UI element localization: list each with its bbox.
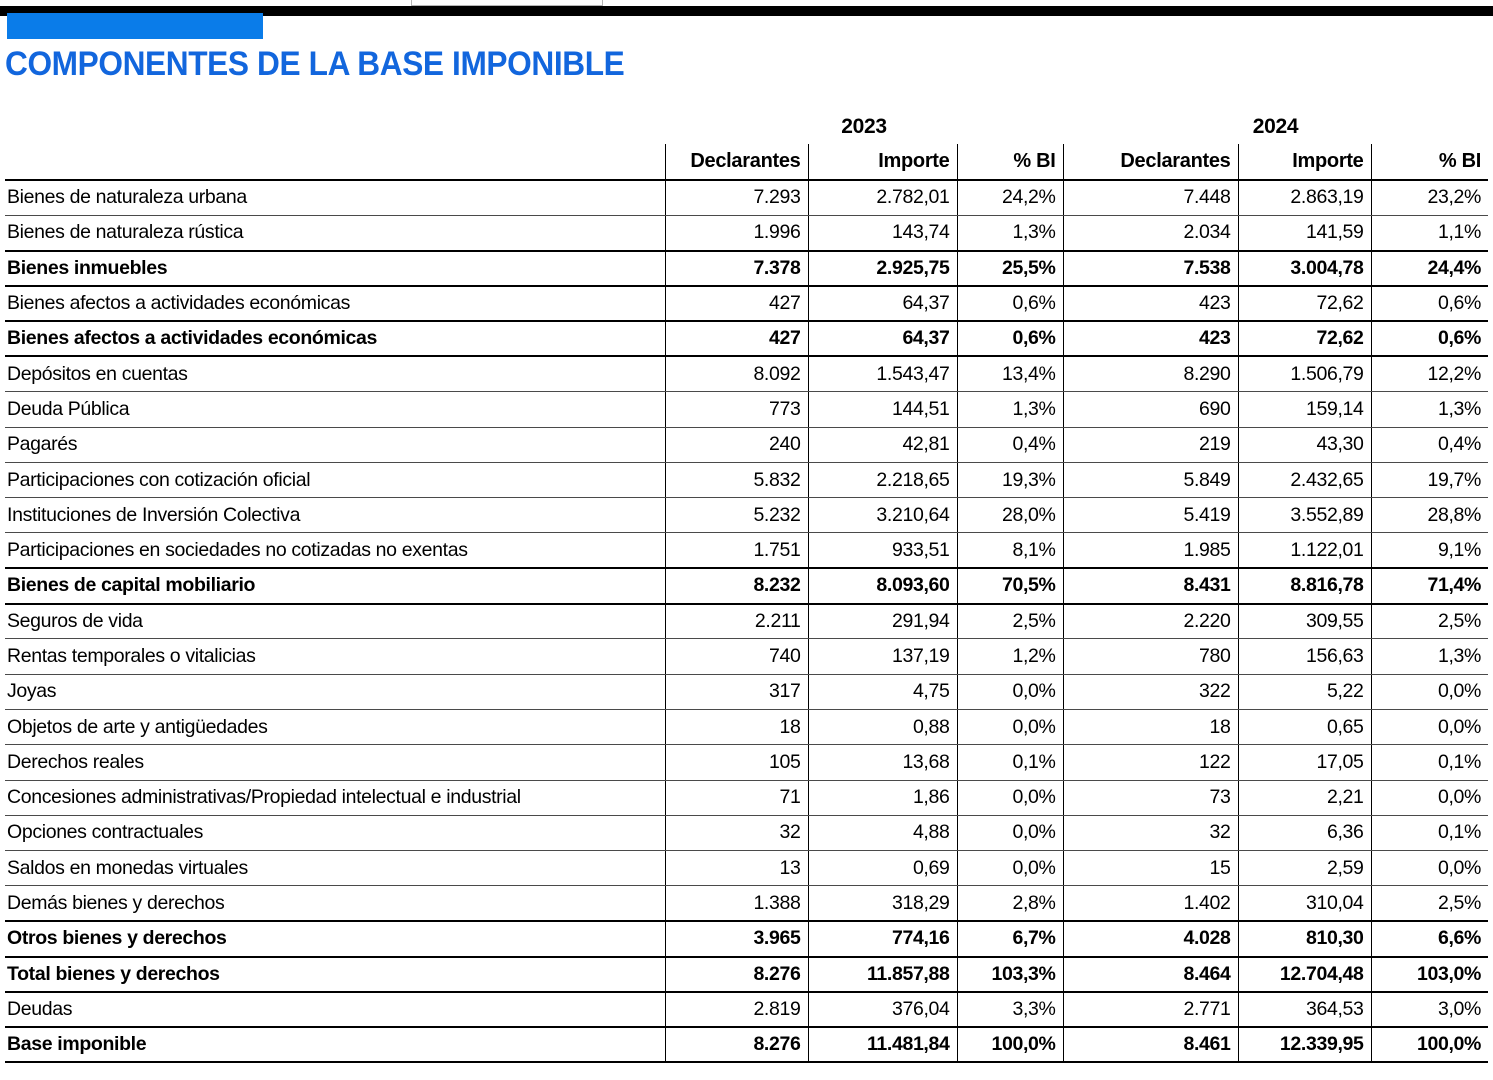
cell-declarantes-2024: 690 xyxy=(1063,392,1238,427)
cell-bi-2023: 24,2% xyxy=(957,180,1063,215)
cell-declarantes-2024: 8.461 xyxy=(1063,1027,1238,1062)
cell-importe-2024: 5,22 xyxy=(1238,674,1371,709)
cell-bi-2023: 3,3% xyxy=(957,992,1063,1027)
cell-importe-2024: 17,05 xyxy=(1238,745,1371,780)
cell-bi-2024: 0,0% xyxy=(1371,709,1488,744)
cell-declarantes-2023: 427 xyxy=(665,321,808,356)
cell-bi-2023: 0,0% xyxy=(957,674,1063,709)
cell-importe-2024: 72,62 xyxy=(1238,321,1371,356)
cell-importe-2024: 43,30 xyxy=(1238,427,1371,462)
year-group-2023: 2023 xyxy=(841,115,887,138)
cell-bi-2024: 0,0% xyxy=(1371,674,1488,709)
table-row xyxy=(5,498,1488,533)
cell-importe-2023: 3.210,64 xyxy=(808,498,957,533)
year-header-spacer xyxy=(5,110,665,144)
cell-bi-2024: 6,6% xyxy=(1371,921,1488,956)
cell-importe-2023: 376,04 xyxy=(808,992,957,1027)
cell-declarantes-2024: 8.431 xyxy=(1063,568,1238,603)
table-row xyxy=(5,851,1488,886)
row-label: Otros bienes y derechos xyxy=(5,921,665,956)
cell-declarantes-2023: 105 xyxy=(665,745,808,780)
cell-bi-2024: 0,6% xyxy=(1371,286,1488,321)
cell-bi-2023: 70,5% xyxy=(957,568,1063,603)
cell-importe-2024: 310,04 xyxy=(1238,886,1371,921)
table-container xyxy=(5,110,1488,1063)
cell-importe-2023: 1,86 xyxy=(808,780,957,815)
row-label: Joyas xyxy=(5,674,665,709)
cell-importe-2024: 141,59 xyxy=(1238,215,1371,250)
row-label: Base imponible xyxy=(5,1027,665,1062)
cell-bi-2024: 103,0% xyxy=(1371,957,1488,992)
cell-declarantes-2024: 2.220 xyxy=(1063,604,1238,639)
table-row xyxy=(5,286,1488,321)
cell-importe-2024: 3.552,89 xyxy=(1238,498,1371,533)
cell-bi-2024: 100,0% xyxy=(1371,1027,1488,1062)
cell-importe-2023: 8.093,60 xyxy=(808,568,957,603)
cell-importe-2023: 143,74 xyxy=(808,215,957,250)
blue-accent-bar xyxy=(7,13,263,39)
cell-declarantes-2024: 219 xyxy=(1063,427,1238,462)
cell-importe-2024: 0,65 xyxy=(1238,709,1371,744)
cell-declarantes-2024: 322 xyxy=(1063,674,1238,709)
cell-importe-2024: 156,63 xyxy=(1238,639,1371,674)
year-group-header-row xyxy=(5,110,1488,144)
cell-declarantes-2024: 2.771 xyxy=(1063,992,1238,1027)
cell-bi-2023: 0,0% xyxy=(957,851,1063,886)
col-header-importe-2023: Importe xyxy=(808,144,957,180)
cell-declarantes-2024: 15 xyxy=(1063,851,1238,886)
cell-importe-2024: 2,59 xyxy=(1238,851,1371,886)
cell-bi-2023: 13,4% xyxy=(957,356,1063,391)
row-label: Bienes de capital mobiliario xyxy=(5,568,665,603)
cell-declarantes-2023: 2.819 xyxy=(665,992,808,1027)
cell-declarantes-2024: 5.419 xyxy=(1063,498,1238,533)
row-label: Participaciones en sociedades no cotizadas no exentas xyxy=(5,533,665,568)
row-label: Deudas xyxy=(5,992,665,1027)
cell-declarantes-2023: 2.211 xyxy=(665,604,808,639)
row-label: Derechos reales xyxy=(5,745,665,780)
row-label: Depósitos en cuentas xyxy=(5,356,665,391)
table-row xyxy=(5,780,1488,815)
row-label: Rentas temporales o vitalicias xyxy=(5,639,665,674)
cell-importe-2023: 64,37 xyxy=(808,321,957,356)
cell-bi-2023: 103,3% xyxy=(957,957,1063,992)
cell-importe-2023: 13,68 xyxy=(808,745,957,780)
cell-importe-2023: 774,16 xyxy=(808,921,957,956)
col-header-declarantes-2024: Declarantes xyxy=(1063,144,1238,180)
cell-declarantes-2024: 780 xyxy=(1063,639,1238,674)
cell-declarantes-2024: 8.290 xyxy=(1063,356,1238,391)
cell-importe-2023: 137,19 xyxy=(808,639,957,674)
cell-bi-2024: 28,8% xyxy=(1371,498,1488,533)
cell-declarantes-2023: 740 xyxy=(665,639,808,674)
cell-bi-2023: 100,0% xyxy=(957,1027,1063,1062)
cell-bi-2023: 0,0% xyxy=(957,815,1063,850)
cell-importe-2023: 2.218,65 xyxy=(808,462,957,497)
cell-declarantes-2024: 32 xyxy=(1063,815,1238,850)
cell-bi-2024: 0,1% xyxy=(1371,745,1488,780)
cell-declarantes-2023: 71 xyxy=(665,780,808,815)
cell-bi-2024: 71,4% xyxy=(1371,568,1488,603)
cell-importe-2024: 2.432,65 xyxy=(1238,462,1371,497)
cell-declarantes-2023: 3.965 xyxy=(665,921,808,956)
cell-declarantes-2023: 7.378 xyxy=(665,251,808,286)
cell-bi-2024: 0,0% xyxy=(1371,851,1488,886)
table-row xyxy=(5,674,1488,709)
cell-bi-2024: 3,0% xyxy=(1371,992,1488,1027)
cell-importe-2023: 4,88 xyxy=(808,815,957,850)
cell-bi-2024: 12,2% xyxy=(1371,356,1488,391)
cell-importe-2024: 159,14 xyxy=(1238,392,1371,427)
cell-declarantes-2024: 423 xyxy=(1063,321,1238,356)
cell-declarantes-2024: 423 xyxy=(1063,286,1238,321)
table-row xyxy=(5,392,1488,427)
cell-bi-2023: 25,5% xyxy=(957,251,1063,286)
row-label: Objetos de arte y antigüedades xyxy=(5,709,665,744)
cell-importe-2023: 144,51 xyxy=(808,392,957,427)
cell-bi-2023: 28,0% xyxy=(957,498,1063,533)
row-label: Opciones contractuales xyxy=(5,815,665,850)
cell-bi-2024: 2,5% xyxy=(1371,886,1488,921)
cell-declarantes-2024: 1.402 xyxy=(1063,886,1238,921)
year-group-2024: 2024 xyxy=(1252,115,1299,138)
cell-declarantes-2023: 5.232 xyxy=(665,498,808,533)
cell-importe-2023: 4,75 xyxy=(808,674,957,709)
table-row xyxy=(5,533,1488,568)
table-row xyxy=(5,427,1488,462)
row-label: Concesiones administrativas/Propiedad intelectual e industrial xyxy=(5,780,665,815)
cell-declarantes-2023: 5.832 xyxy=(665,462,808,497)
row-label: Saldos en monedas virtuales xyxy=(5,851,665,886)
row-label: Participaciones con cotización oficial xyxy=(5,462,665,497)
cell-importe-2024: 309,55 xyxy=(1238,604,1371,639)
cell-importe-2023: 0,69 xyxy=(808,851,957,886)
cell-declarantes-2023: 773 xyxy=(665,392,808,427)
cell-importe-2024: 6,36 xyxy=(1238,815,1371,850)
cell-importe-2023: 64,37 xyxy=(808,286,957,321)
cell-importe-2024: 2,21 xyxy=(1238,780,1371,815)
cell-declarantes-2024: 18 xyxy=(1063,709,1238,744)
cell-declarantes-2024: 2.034 xyxy=(1063,215,1238,250)
cell-declarantes-2024: 122 xyxy=(1063,745,1238,780)
table-row xyxy=(5,568,1488,603)
cell-importe-2024: 810,30 xyxy=(1238,921,1371,956)
cell-bi-2023: 6,7% xyxy=(957,921,1063,956)
cell-declarantes-2023: 32 xyxy=(665,815,808,850)
table-row xyxy=(5,462,1488,497)
cell-importe-2024: 12.339,95 xyxy=(1238,1027,1371,1062)
cell-bi-2023: 2,5% xyxy=(957,604,1063,639)
row-label: Total bienes y derechos xyxy=(5,957,665,992)
table-row xyxy=(5,992,1488,1027)
cell-declarantes-2023: 240 xyxy=(665,427,808,462)
cell-bi-2024: 0,0% xyxy=(1371,780,1488,815)
table-row xyxy=(5,886,1488,921)
cell-declarantes-2023: 8.276 xyxy=(665,1027,808,1062)
col-header-pctbi-2023: % BI xyxy=(957,144,1063,180)
cell-importe-2023: 42,81 xyxy=(808,427,957,462)
table-head xyxy=(5,110,1488,180)
cell-declarantes-2023: 7.293 xyxy=(665,180,808,215)
row-label: Deuda Pública xyxy=(5,392,665,427)
cell-declarantes-2024: 8.464 xyxy=(1063,957,1238,992)
cell-bi-2023: 0,0% xyxy=(957,780,1063,815)
cell-bi-2023: 0,6% xyxy=(957,286,1063,321)
cell-importe-2024: 364,53 xyxy=(1238,992,1371,1027)
row-label: Bienes de naturaleza urbana xyxy=(5,180,665,215)
components-table xyxy=(5,110,1488,1063)
cell-importe-2023: 0,88 xyxy=(808,709,957,744)
cell-bi-2023: 2,8% xyxy=(957,886,1063,921)
cell-declarantes-2023: 317 xyxy=(665,674,808,709)
cell-bi-2023: 0,1% xyxy=(957,745,1063,780)
row-label: Pagarés xyxy=(5,427,665,462)
row-label: Bienes inmuebles xyxy=(5,251,665,286)
table-row xyxy=(5,639,1488,674)
table-row xyxy=(5,321,1488,356)
cell-declarantes-2023: 1.996 xyxy=(665,215,808,250)
cell-importe-2024: 12.704,48 xyxy=(1238,957,1371,992)
cell-bi-2023: 0,4% xyxy=(957,427,1063,462)
cell-bi-2024: 0,6% xyxy=(1371,321,1488,356)
cell-importe-2023: 11.481,84 xyxy=(808,1027,957,1062)
cell-bi-2024: 0,1% xyxy=(1371,815,1488,850)
cell-declarantes-2023: 8.232 xyxy=(665,568,808,603)
cell-importe-2024: 72,62 xyxy=(1238,286,1371,321)
cell-bi-2024: 23,2% xyxy=(1371,180,1488,215)
col-header-concept xyxy=(5,144,665,180)
cell-importe-2024: 3.004,78 xyxy=(1238,251,1371,286)
cell-importe-2023: 2.925,75 xyxy=(808,251,957,286)
cell-declarantes-2024: 4.028 xyxy=(1063,921,1238,956)
cell-importe-2023: 1.543,47 xyxy=(808,356,957,391)
row-label: Bienes afectos a actividades económicas xyxy=(5,321,665,356)
row-label: Instituciones de Inversión Colectiva xyxy=(5,498,665,533)
cell-bi-2023: 1,3% xyxy=(957,392,1063,427)
table-row xyxy=(5,1027,1488,1062)
table-row xyxy=(5,356,1488,391)
table-row xyxy=(5,921,1488,956)
table-row xyxy=(5,604,1488,639)
cell-bi-2023: 1,3% xyxy=(957,215,1063,250)
col-header-pctbi-2024: % BI xyxy=(1371,144,1488,180)
cell-bi-2023: 1,2% xyxy=(957,639,1063,674)
cell-declarantes-2024: 1.985 xyxy=(1063,533,1238,568)
table-body xyxy=(5,180,1488,1062)
table-row xyxy=(5,745,1488,780)
cell-declarantes-2024: 7.538 xyxy=(1063,251,1238,286)
cell-declarantes-2024: 73 xyxy=(1063,780,1238,815)
cell-bi-2024: 24,4% xyxy=(1371,251,1488,286)
cell-importe-2024: 8.816,78 xyxy=(1238,568,1371,603)
col-header-importe-2024: Importe xyxy=(1238,144,1371,180)
page-title: COMPONENTES DE LA BASE IMPONIBLE xyxy=(5,45,625,83)
cell-importe-2023: 933,51 xyxy=(808,533,957,568)
col-header-declarantes-2023: Declarantes xyxy=(665,144,808,180)
cell-declarantes-2023: 1.751 xyxy=(665,533,808,568)
cell-declarantes-2023: 18 xyxy=(665,709,808,744)
cell-importe-2023: 291,94 xyxy=(808,604,957,639)
cell-bi-2024: 2,5% xyxy=(1371,604,1488,639)
cell-importe-2024: 1.122,01 xyxy=(1238,533,1371,568)
cell-declarantes-2023: 8.092 xyxy=(665,356,808,391)
cell-bi-2024: 1,3% xyxy=(1371,392,1488,427)
cell-importe-2023: 11.857,88 xyxy=(808,957,957,992)
cell-importe-2023: 2.782,01 xyxy=(808,180,957,215)
cell-bi-2023: 19,3% xyxy=(957,462,1063,497)
cell-bi-2024: 1,3% xyxy=(1371,639,1488,674)
cell-bi-2023: 0,0% xyxy=(957,709,1063,744)
cell-declarantes-2024: 5.849 xyxy=(1063,462,1238,497)
table-row xyxy=(5,180,1488,215)
table-row xyxy=(5,251,1488,286)
cell-declarantes-2023: 8.276 xyxy=(665,957,808,992)
row-label: Seguros de vida xyxy=(5,604,665,639)
cell-declarantes-2024: 7.448 xyxy=(1063,180,1238,215)
row-label: Bienes afectos a actividades económicas xyxy=(5,286,665,321)
cell-bi-2023: 8,1% xyxy=(957,533,1063,568)
row-label: Bienes de naturaleza rústica xyxy=(5,215,665,250)
cell-importe-2023: 318,29 xyxy=(808,886,957,921)
cell-importe-2024: 2.863,19 xyxy=(1238,180,1371,215)
cell-importe-2024: 1.506,79 xyxy=(1238,356,1371,391)
table-row xyxy=(5,215,1488,250)
table-row xyxy=(5,815,1488,850)
cell-declarantes-2023: 13 xyxy=(665,851,808,886)
column-header-row xyxy=(5,144,1488,180)
row-label: Demás bienes y derechos xyxy=(5,886,665,921)
table-row xyxy=(5,957,1488,992)
cell-bi-2024: 0,4% xyxy=(1371,427,1488,462)
cell-bi-2023: 0,6% xyxy=(957,321,1063,356)
cell-bi-2024: 9,1% xyxy=(1371,533,1488,568)
cell-declarantes-2023: 1.388 xyxy=(665,886,808,921)
cell-bi-2024: 1,1% xyxy=(1371,215,1488,250)
cell-bi-2024: 19,7% xyxy=(1371,462,1488,497)
cell-declarantes-2023: 427 xyxy=(665,286,808,321)
table-row xyxy=(5,709,1488,744)
